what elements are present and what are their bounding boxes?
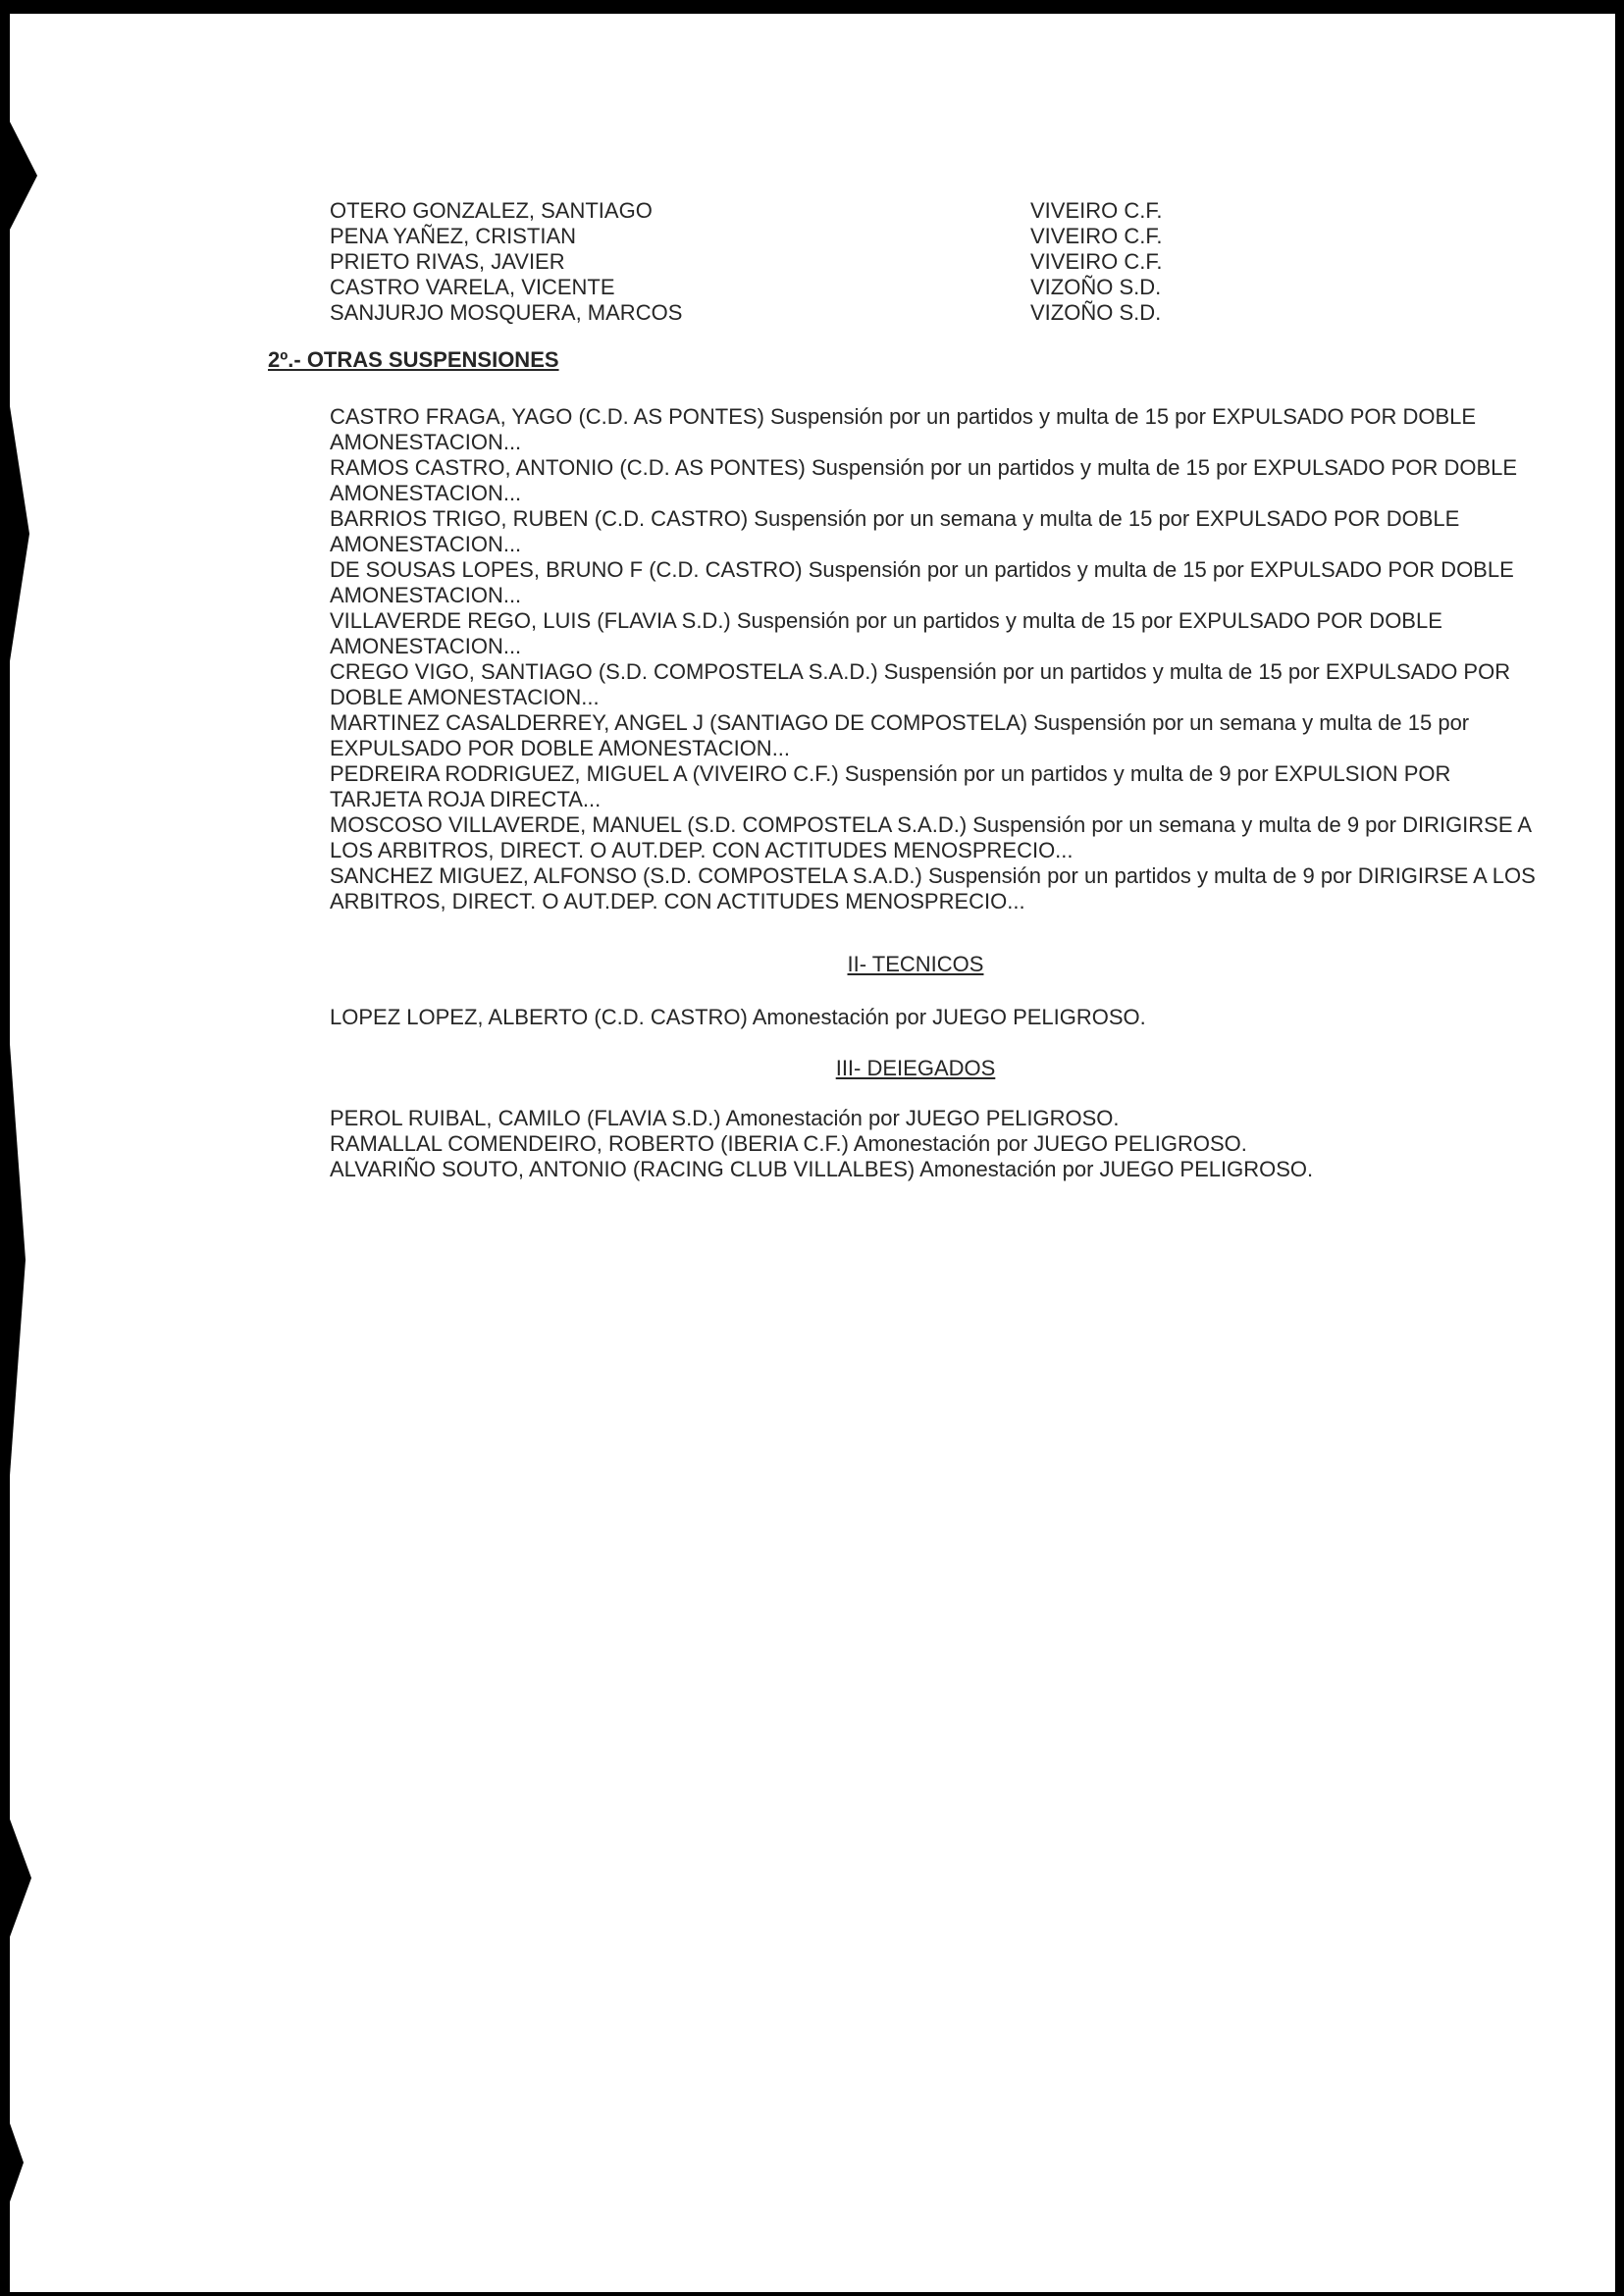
paper-tear [10,1044,26,1476]
list-item: RAMOS CASTRO, ANTONIO (C.D. AS PONTES) Suspensión por un partidos y multa de 15 por EXPULSADO POR DOBLE AMONESTACION... [330,455,1518,505]
list-item: CREGO VIGO, SANTIAGO (S.D. COMPOSTELA S.A.D.) Suspensión por un partidos y multa de 15 por EXPULSADO POR DOBLE AMONESTACION... [330,659,1511,709]
player-club: VIZOÑO S.D. [1030,300,1162,325]
delegados-heading-text: III- DEIEGADOS [835,1056,996,1080]
player-row [330,198,1311,224]
player-name: PRIETO RIVAS, JAVIER [330,249,565,274]
delegados-list [330,1106,1537,1182]
section-heading-otras-suspensiones: 2º.- OTRAS SUSPENSIONES [268,347,559,372]
list-item: MOSCOSO VILLAVERDE, MANUEL (S.D. COMPOSTELA S.A.D.) Suspensión por un semana y multa de 9 por DIRIGIRSE A LOS ARBITROS, DIRECT. O AUT.DEP. CON ACTITUDES MENOSPRECIO... [330,812,1531,862]
paper-tear [10,406,29,661]
player-club: VIVEIRO C.F. [1030,249,1163,274]
player-name: CASTRO VARELA, VICENTE [330,275,615,299]
list-item: RAMALLAL COMENDEIRO, ROBERTO (IBERIA C.F.) Amonestación por JUEGO PELIGROSO. [330,1131,1247,1156]
suspension-list [330,404,1537,914]
tecnicos-heading-text: II- TECNICOS [847,952,984,976]
player-row [330,224,1311,249]
list-item: PEDREIRA RODRIGUEZ, MIGUEL A (VIVEIRO C.F.) Suspensión por un partidos y multa de 9 por EXPULSION POR TARJETA ROJA DIRECTA... [330,761,1451,811]
player-club: VIVEIRO C.F. [1030,198,1163,223]
list-item: VILLAVERDE REGO, LUIS (FLAVIA S.D.) Suspensión por un partidos y multa de 15 por EXPULSADO POR DOBLE AMONESTACION... [330,608,1442,658]
tecnicos-heading [10,952,1615,977]
list-item: DE SOUSAS LOPES, BRUNO F (C.D. CASTRO) Suspensión por un partidos y multa de 15 por EXPULSADO POR DOBLE AMONESTACION... [330,557,1514,607]
player-row [330,249,1311,275]
player-name: OTERO GONZALEZ, SANTIAGO [330,198,653,223]
list-item: ALVARIÑO SOUTO, ANTONIO (RACING CLUB VILLALBES) Amonestación por JUEGO PELIGROSO. [330,1157,1314,1181]
player-row [330,300,1311,326]
player-club: VIZOÑO S.D. [1030,275,1162,299]
paper-tear [10,122,37,230]
paper-tear [10,2123,24,2202]
list-item: MARTINEZ CASALDERREY, ANGEL J (SANTIAGO DE COMPOSTELA) Suspensión por un semana y multa de 15 por EXPULSADO POR DOBLE AMONESTACION... [330,710,1470,760]
delegados-heading [10,1056,1615,1081]
list-item: BARRIOS TRIGO, RUBEN (C.D. CASTRO) Suspensión por un semana y multa de 15 por EXPULSADO POR DOBLE AMONESTACION... [330,506,1460,556]
paper-tear [10,1819,31,1937]
player-row [330,275,1311,300]
list-item: PEROL RUIBAL, CAMILO (FLAVIA S.D.) Amonestación por JUEGO PELIGROSO. [330,1106,1120,1130]
list-item: SANCHEZ MIGUEZ, ALFONSO (S.D. COMPOSTELA S.A.D.) Suspensión por un partidos y multa de 9 por DIRIGIRSE A LOS ARBITROS, DIRECT. O AUT.DEP. CON ACTITUDES MENOSPRECIO... [330,863,1536,913]
list-item: CASTRO FRAGA, YAGO (C.D. AS PONTES) Suspensión por un partidos y multa de 15 por EXPULSADO POR DOBLE AMONESTACION... [330,404,1477,454]
player-club: VIVEIRO C.F. [1030,224,1163,248]
list-item: LOPEZ LOPEZ, ALBERTO (C.D. CASTRO) Amonestación por JUEGO PELIGROSO. [330,1005,1146,1029]
tecnicos-list [330,1005,1537,1030]
document-page [10,14,1615,2292]
player-name: SANJURJO MOSQUERA, MARCOS [330,300,683,325]
player-name: PENA YAÑEZ, CRISTIAN [330,224,577,248]
